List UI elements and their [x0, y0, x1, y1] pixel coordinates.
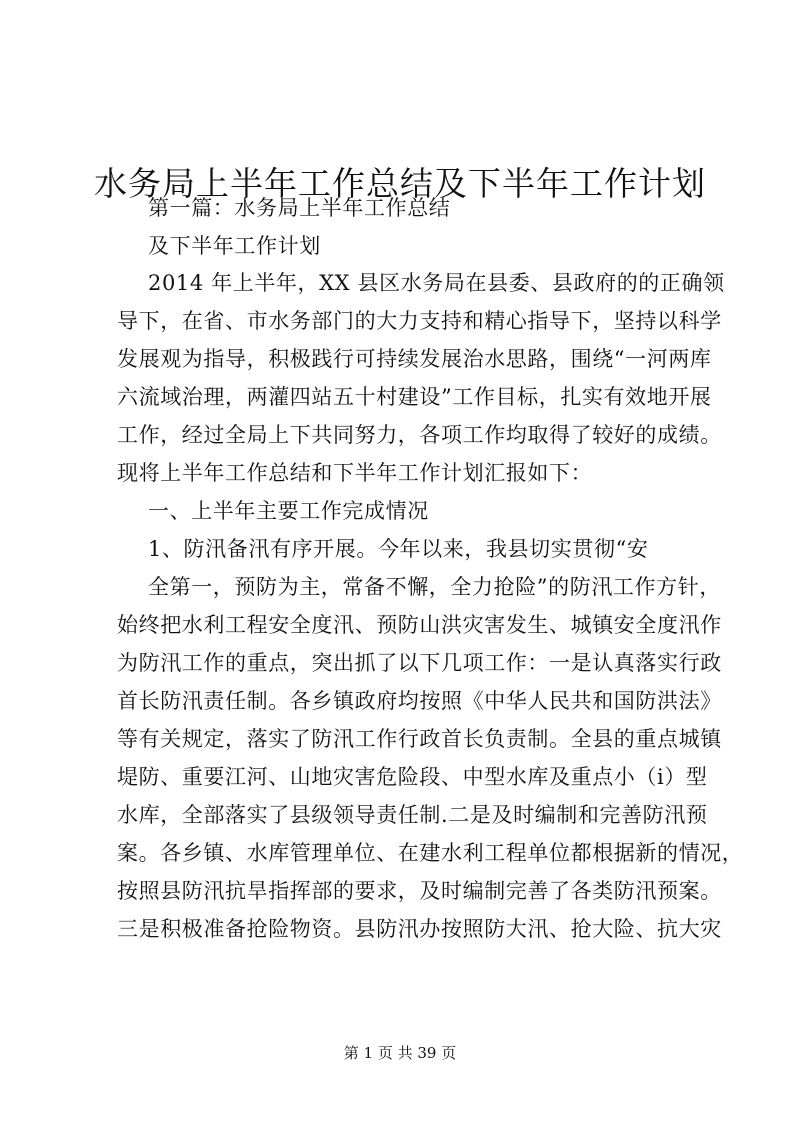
body-text-line: 始终把水利工程安全度汛、预防山洪灾害发生、城镇安全度汛作 [117, 613, 722, 637]
body-text-line: 六流域治理，两灌四站五十村建设”工作目标，扎实有效地开展 [117, 385, 712, 409]
body-text-line: 按照县防汛抗旱指挥部的要求，及时编制完善了各类防汛预案。 [117, 879, 722, 903]
body-text-line: 工作，经过全局上下共同努力，各项工作均取得了较好的成绩。 [117, 423, 722, 447]
body-text-line: 发展观为指导，积极践行可持续发展治水思路，围绕“一河两库 [117, 347, 712, 371]
body-text-line: 等有关规定，落实了防汛工作行政首长负责制。全县的重点城镇 [117, 727, 722, 751]
subsection-heading: 一、上半年主要工作完成情况 [148, 499, 429, 523]
body-text-line: 1、防汛备汛有序开展。今年以来，我县切实贯彻“安 [148, 537, 649, 561]
page-number-footer: 第 1 页 共 39 页 [343, 1044, 457, 1062]
section-heading-line-2: 及下半年工作计划 [148, 234, 321, 258]
body-text-line: 2014 年上半年，XX 县区水务局在县委、县政府的的正确领 [148, 271, 725, 295]
body-text-line: 为防汛工作的重点，突出抓了以下几项工作：一是认真落实行政 [117, 651, 722, 675]
body-text-line: 水库，全部落实了县级领导责任制.二是及时编制和完善防汛预 [117, 803, 708, 827]
body-text-line: 首长防汛责任制。各乡镇政府均按照《中华人民共和国防洪法》 [117, 689, 722, 713]
body-text-line: 堤防、重要江河、山地灾害危险段、中型水库及重点小（i）型 [117, 765, 708, 789]
body-text-line: 导下，在省、市水务部门的大力支持和精心指导下，坚持以科学 [117, 309, 722, 333]
body-text-line: 全第一，预防为主，常备不懈，全力抢险”的防汛工作方针， [148, 575, 721, 599]
section-heading-line-1: 第一篇：水务局上半年工作总结 [148, 196, 451, 220]
body-text-line: 案。各乡镇、水库管理单位、在建水利工程单位都根据新的情况， [117, 841, 744, 865]
body-text-line: 三是积极准备抢险物资。县防汛办按照防大汛、抢大险、抗大灾 [117, 917, 722, 941]
body-text-line: 现将上半年工作总结和下半年工作计划汇报如下： [117, 461, 593, 485]
document-title: 水务局上半年工作总结及下半年工作计划 [94, 164, 706, 204]
